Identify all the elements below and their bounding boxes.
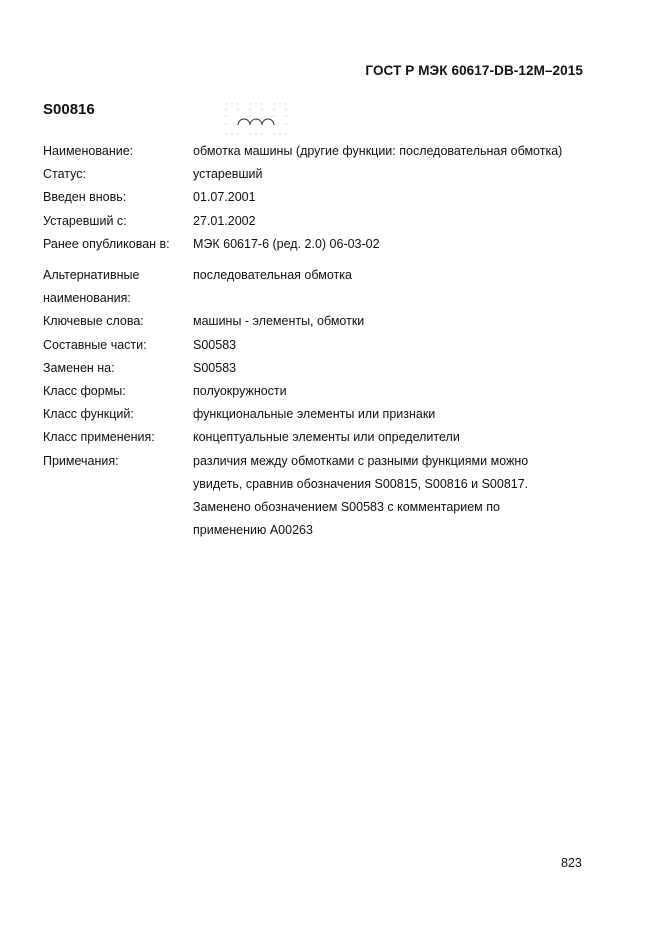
field-label: Альтернативные наименования: [43, 268, 140, 306]
field-status [43, 163, 563, 186]
field-label: Примечания: [43, 453, 119, 468]
field-label: Составные части: [43, 337, 147, 352]
field-obsolete-since [43, 210, 563, 233]
field-previously-published [43, 233, 563, 256]
field-label: Статус: [43, 167, 86, 182]
field-alternative-names [43, 264, 563, 310]
field-application-class [43, 426, 563, 449]
symbol-properties [43, 140, 563, 542]
field-label: Класс формы: [43, 384, 126, 399]
field-label: Класс функций: [43, 407, 134, 422]
field-value: функциональные элементы или признаки [193, 407, 436, 422]
field-components [43, 334, 563, 357]
field-function-class [43, 403, 563, 426]
document-header: ГОСТ Р МЭК 60617-DB-12M–2015 [365, 63, 583, 78]
field-value: S00583 [193, 360, 237, 375]
winding-semicircles-icon [222, 100, 294, 140]
field-value: различия между обмотками с разными функциями можно увидеть, сравнив обозначения S00815, S00816 и S00817. Заменено обозначением S00583 с комментарием по применению A00263 [193, 453, 529, 538]
field-keywords [43, 310, 563, 333]
field-label: Ранее опубликован в: [43, 236, 170, 251]
field-value: полуокружности [193, 384, 287, 399]
field-label: Заменен на: [43, 360, 115, 375]
field-value: концептуальные элементы или определители [193, 430, 460, 445]
field-value: устаревший [193, 167, 263, 182]
field-value: 01.07.2001 [193, 190, 256, 205]
field-value: обмотка машины (другие функции: последовательная обмотка) [193, 144, 563, 158]
field-value: последовательная обмотка [193, 268, 352, 283]
page-number: 823 [561, 856, 582, 870]
field-value: 27.01.2002 [193, 213, 256, 228]
field-name [43, 140, 563, 163]
field-introduced [43, 186, 563, 209]
field-replaced-by [43, 357, 563, 380]
field-label: Ключевые слова: [43, 314, 144, 329]
field-value: МЭК 60617-6 (ред. 2.0) 06-03-02 [193, 236, 380, 251]
field-label: Наименование: [43, 144, 134, 158]
symbol-code: S00816 [43, 101, 95, 118]
field-value: S00583 [193, 337, 237, 352]
field-label: Класс применения: [43, 430, 155, 445]
field-shape-class [43, 380, 563, 403]
field-label: Устаревший с: [43, 213, 127, 228]
field-label: Введен вновь: [43, 190, 127, 205]
field-notes [43, 450, 563, 543]
field-value: машины - элементы, обмотки [193, 314, 365, 329]
